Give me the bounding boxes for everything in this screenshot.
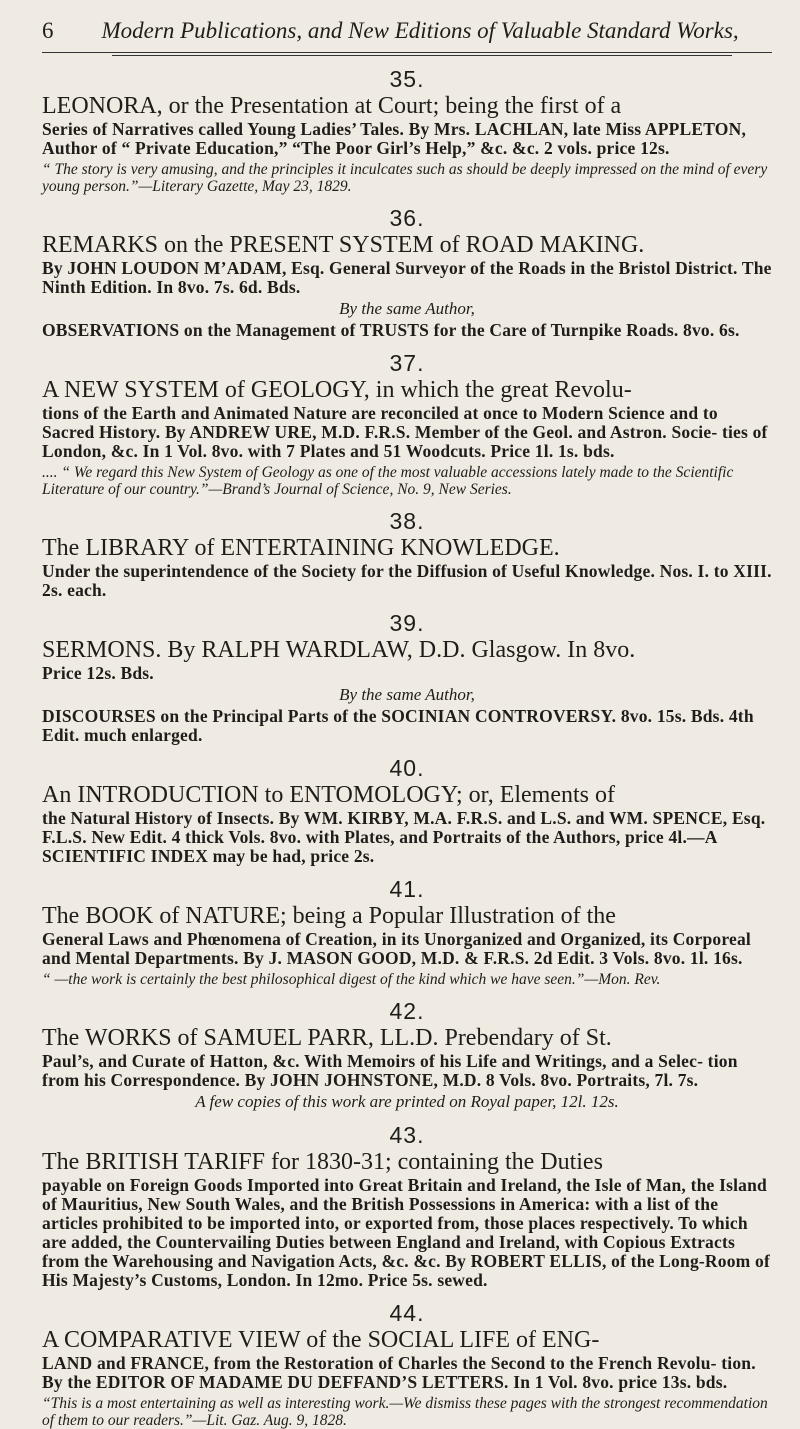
- entry-quote: “This is a most entertaining as well as interesting work.—We dismiss these pages with the strongest recommendation of them to our readers.”—Lit. Gaz. Aug. 9, 1828.: [42, 1395, 768, 1429]
- entry-number: 40.: [389, 755, 425, 781]
- entry-extra: OBSERVATIONS on the Management of TRUSTS for the Care of Turnpike Roads. 8vo. 6s.: [42, 320, 740, 340]
- entry-number: 41.: [389, 876, 425, 902]
- entry-body: Under the superintendence of the Society for the Diffusion of Useful Knowledge. Nos. I. to XIII. 2s. each.: [42, 561, 772, 600]
- list-item: [42, 350, 772, 498]
- entry-heading: The BRITISH TARIFF for 1830-31; containing the Duties: [42, 1149, 603, 1175]
- entry-heading: The LIBRARY of ENTERTAINING KNOWLEDGE.: [42, 535, 560, 561]
- list-item: [42, 998, 772, 1112]
- entry-heading: SERMONS. By RALPH WARDLAW, D.D. Glasgow. In 8vo.: [42, 637, 636, 663]
- list-item: [42, 610, 772, 745]
- entries-list: [42, 66, 772, 1429]
- entry-heading: The WORKS of SAMUEL PARR, LL.D. Prebendary of St.: [42, 1025, 612, 1051]
- entry-note: By the same Author,: [339, 685, 475, 704]
- entry-number: 36.: [389, 205, 425, 231]
- entry-number: 39.: [389, 610, 425, 636]
- entry-heading: REMARKS on the PRESENT SYSTEM of ROAD MAKING.: [42, 232, 645, 258]
- list-item: [42, 66, 772, 195]
- entry-quote: “ The story is very amusing, and the principles it inculcates such as should be deeply impressed on the mind of every young person.”—Literary Gazette, May 23, 1829.: [42, 161, 768, 195]
- entry-heading: A NEW SYSTEM of GEOLOGY, in which the great Revolu-: [42, 377, 632, 403]
- page: [42, 18, 772, 1429]
- list-item: [42, 205, 772, 340]
- entry-quote: .... “ We regard this New System of Geology as one of the most valuable accessions lately made to the Scientific Literature of our country.”—Brand’s Journal of Science, No. 9, New Series.: [42, 464, 734, 498]
- page-number: 6: [42, 18, 54, 43]
- list-item: [42, 1122, 772, 1290]
- entry-number: 35.: [389, 66, 425, 92]
- entry-number: 38.: [389, 508, 425, 534]
- list-item: [42, 755, 772, 866]
- list-item: [42, 1300, 772, 1429]
- entry-number: 44.: [389, 1300, 425, 1326]
- entry-number: 42.: [389, 998, 425, 1024]
- entry-extra: DISCOURSES on the Principal Parts of the SOCINIAN CONTROVERSY. 8vo. 15s. Bds. 4th Edit. much enlarged.: [42, 706, 754, 745]
- entry-number: 43.: [389, 1122, 425, 1148]
- entry-heading: The BOOK of NATURE; being a Popular Illustration of the: [42, 903, 616, 929]
- entry-quote: “ —the work is certainly the best philosophical digest of the kind which we have seen.”—Mon. Rev.: [42, 971, 661, 988]
- entry-heading: LEONORA, or the Presentation at Court; being the first of a: [42, 93, 622, 119]
- header-rule: [42, 52, 772, 53]
- entry-number: 37.: [389, 350, 425, 376]
- entry-heading: A COMPARATIVE VIEW of the SOCIAL LIFE of ENG-: [42, 1327, 600, 1353]
- entry-body: Price 12s. Bds.: [42, 663, 154, 683]
- header-rule-secondary: [112, 55, 732, 56]
- entry-body: General Laws and Phœnomena of Creation, in its Unorganized and Organized, its Corporeal and Mental Departments. By J. MASON GOOD, M.D. & F.R.S. 2d Edit. 3 Vols. 8vo. 1l. 16s.: [42, 929, 751, 968]
- running-head: [42, 18, 772, 44]
- page-title: Modern Publications, and New Editions of Valuable Standard Works,: [101, 18, 739, 43]
- entry-body: payable on Foreign Goods Imported into Great Britain and Ireland, the Isle of Man, the Island of Mauritius, New South Wales, and the British Possessions in America: with a list of the articles prohibited to be imported into, or exported from, those places respectively. To which are added, the Countervailing Duties between England and Ireland, with Copious Extracts from the Warehousing and Navigation Acts, &c. &c. By ROBERT ELLIS, of the Long-Room of His Majesty’s Customs, London. In 12mo. Price 5s. sewed.: [42, 1175, 770, 1290]
- entry-body: Series of Narratives called Young Ladies’ Tales. By Mrs. LACHLAN, late Miss APPLETON, Author of “ Private Education,” “The Poor Girl’s Help,” &c. &c. 2 vols. price 12s.: [42, 119, 747, 158]
- entry-body: LAND and FRANCE, from the Restoration of Charles the Second to the French Revolu- tion. By the EDITOR OF MADAME DU DEFFAND’S LETTERS. In 1 Vol. 8vo. price 13s. bds.: [42, 1353, 756, 1392]
- entry-body: tions of the Earth and Animated Nature are reconciled at once to Modern Science and to Sacred History. By ANDREW URE, M.D. F.R.S. Member of the Geol. and Astron. Socie- ties of London, &c. In 1 Vol. 8vo. with 7 Plates and 51 Woodcuts. Price 1l. 1s. bds.: [42, 403, 768, 461]
- list-item: [42, 876, 772, 988]
- entry-heading: An INTRODUCTION to ENTOMOLOGY; or, Elements of: [42, 782, 615, 808]
- entry-note: A few copies of this work are printed on Royal paper, 12l. 12s.: [195, 1092, 619, 1111]
- entry-body: the Natural History of Insects. By WM. KIRBY, M.A. F.R.S. and L.S. and WM. SPENCE, Esq. F.L.S. New Edit. 4 thick Vols. 8vo. with Plates, and Portraits of the Authors, price 4l.—A SCIENTIFIC INDEX may be had, price 2s.: [42, 808, 766, 866]
- entry-body: By JOHN LOUDON M’ADAM, Esq. General Surveyor of the Roads in the Bristol District. The Ninth Edition. In 8vo. 7s. 6d. Bds.: [42, 258, 772, 297]
- entry-body: Paul’s, and Curate of Hatton, &c. With Memoirs of his Life and Writings, and a Selec- tion from his Correspondence. By JOHN JOHNSTONE, M.D. 8 Vols. 8vo. Portraits, 7l. 7s.: [42, 1051, 738, 1090]
- list-item: [42, 508, 772, 600]
- entry-note: By the same Author,: [339, 299, 475, 318]
